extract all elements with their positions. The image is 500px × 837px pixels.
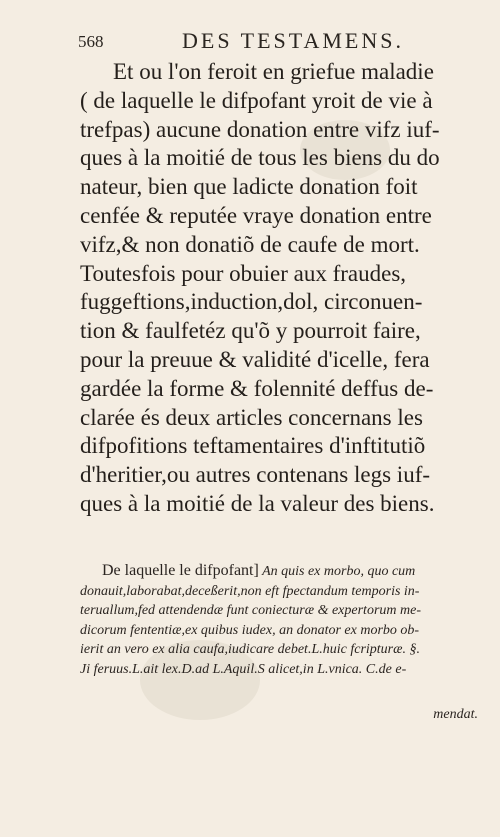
note-line: ierit an vero ex alia caufa,iudicare debet.L.huic fcripturæ. §. [80,642,420,657]
text-line: cenfée & reputée vraye donation entre [80,202,432,228]
text-line: vifz,& non donatiõ de caufe de mort. [80,231,420,257]
page-header [78,28,478,58]
note-line: teruallum,fed attendendæ funt coniecturæ & expertorum me- [80,603,421,618]
running-title: DES TESTAMENS. [182,28,404,53]
text-line: Toutesfois pour obuier aux fraudes, [80,260,407,286]
text-line: pour la preuue & validité d'icelle, fera [80,346,430,372]
page-number: 568 [78,32,104,51]
text-line: ( de laquelle le difpofant yroit de vie à [80,87,433,113]
note-line: Ji feruus.L.ait lex.D.ad L.Aquil.S alicet,in L.vnica. C.de e- [80,661,407,677]
text-line: difpofitions teftamentaires d'inftitutiõ [80,433,426,459]
text-line: tion & faulfetéz qu'õ y pourroit faire, [80,318,421,344]
note-line [80,561,478,582]
text-line: ques à la moitié de tous les biens du do [80,145,440,171]
text-line: clarée és deux articles concernans les [80,404,423,430]
note-line: dicorum fententiæ,ex quibus iudex, an donator ex morbo ob- [80,622,420,638]
text-line: Et ou l'on feroit en griefue maladie [113,59,434,84]
text-line: d'heritier,ou autres contenans legs iuf- [80,462,431,488]
marginal-note [80,561,478,679]
text-line: nateur, bien que ladicte donation foit [80,174,418,200]
note-line: donauit,laborabat,deceßerit,non eft fpectandum temporis in- [80,583,420,599]
note-first-line-rest: An quis ex morbo, quo cum [262,564,416,579]
note-lead: De laquelle le difpofant] [102,562,259,579]
text-line: trefpas) aucune donation entre vifz iuf- [80,116,440,142]
text-line: ques à la moitié de la valeur des biens. [80,490,435,516]
catchword: mendat. [433,707,478,722]
text-line: gardée la forme & folennité deffus de- [80,375,434,401]
text-line: fuggeftions,induction,dol, circonuen- [80,289,423,315]
main-text-block [80,58,478,519]
